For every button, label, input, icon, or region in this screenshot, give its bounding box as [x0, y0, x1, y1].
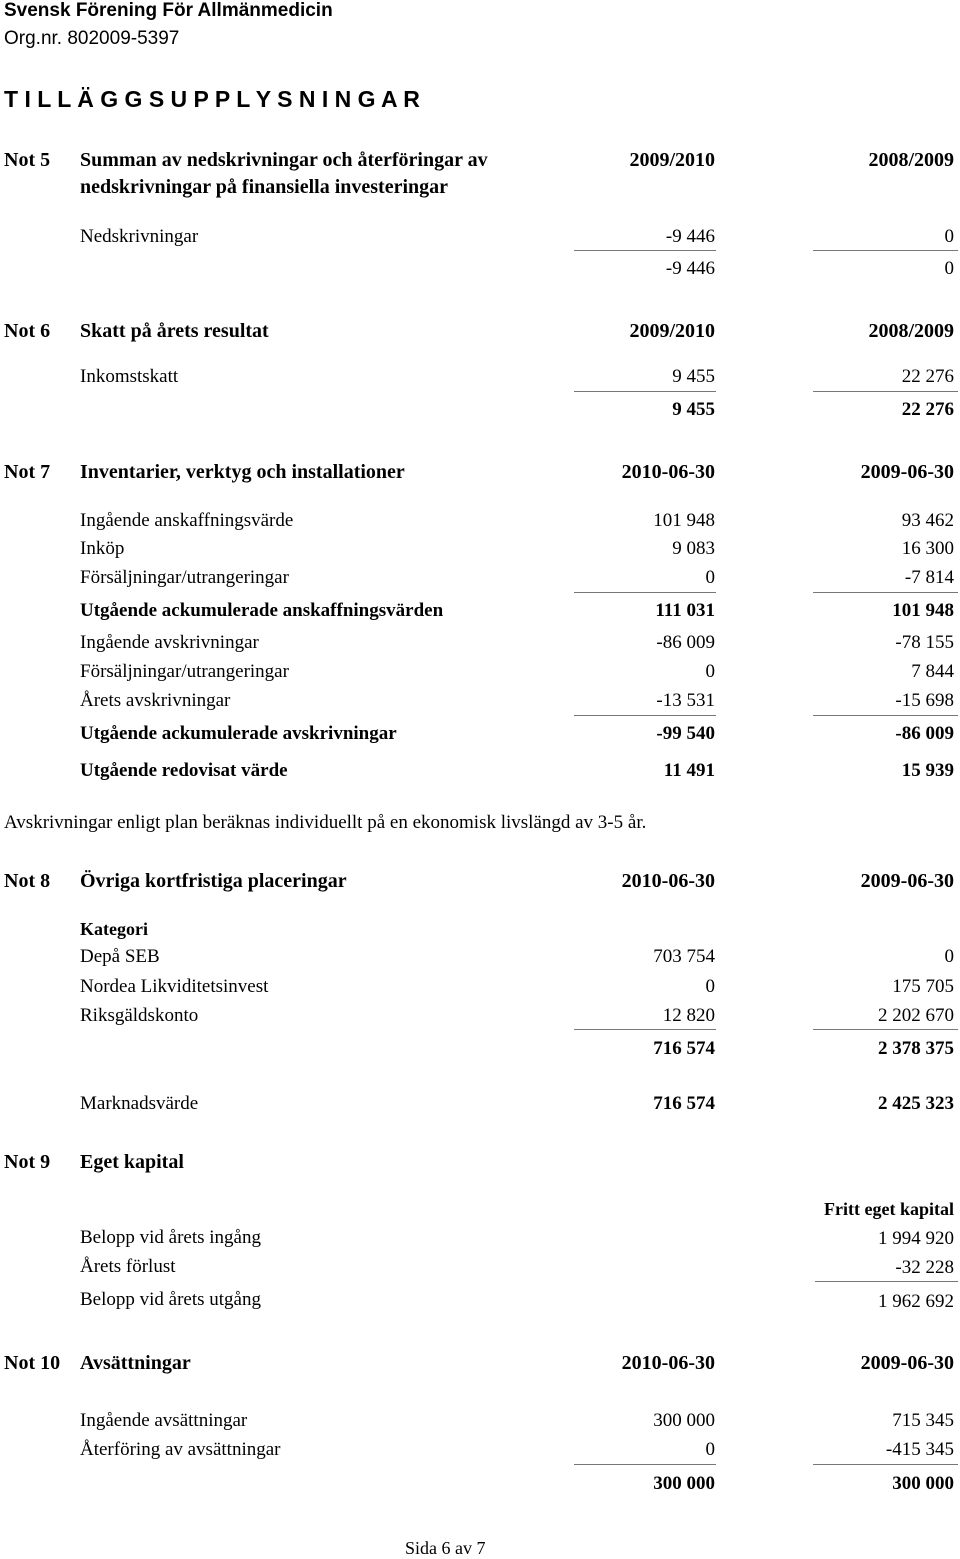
table-cell: 101 948 [892, 600, 954, 621]
table-row-label: Årets förlust [80, 1256, 176, 1277]
table-row-label: Nordea Likviditetsinvest [80, 976, 269, 997]
note-9-col-header: Fritt eget kapital [824, 1199, 954, 1219]
table-cell: 175 705 [892, 976, 954, 997]
table-row-label: Försäljningar/utrangeringar [80, 567, 289, 588]
rule [574, 391, 716, 392]
table-row-label: Ingående avskrivningar [80, 632, 259, 653]
table-row-label: Ingående anskaffningsvärde [80, 510, 294, 531]
table-cell: 9 083 [672, 538, 715, 559]
table-row-label: Belopp vid årets ingång [80, 1227, 261, 1248]
note-7-depreciation-text: Avskrivningar enligt plan beräknas individuellt på en ekonomisk livslängd av 3-5 år. [4, 812, 647, 833]
rule [813, 391, 958, 392]
table-cell: 1 994 920 [878, 1228, 954, 1249]
note-5-title-line2: nedskrivningar på finansiella investeringar [80, 176, 449, 198]
rule [813, 715, 958, 716]
table-cell: 703 754 [653, 946, 715, 967]
note-5-col2-header: 2008/2009 [868, 149, 954, 171]
rule [574, 250, 716, 251]
note-6-total-col2: 22 276 [901, 399, 954, 420]
table-cell: 0 [705, 1439, 715, 1460]
table-row-label: Nedskrivningar [80, 226, 199, 247]
note-5-col1-header: 2009/2010 [629, 149, 715, 171]
table-row-label: Utgående ackumulerade avskrivningar [80, 723, 397, 744]
table-cell: 12 820 [662, 1005, 715, 1026]
table-row-label: Utgående redovisat värde [80, 760, 288, 781]
table-cell: -86 009 [895, 723, 954, 744]
rule [574, 1464, 716, 1465]
table-cell: 2 202 670 [878, 1005, 954, 1026]
table-row-label: Utgående ackumulerade anskaffningsvärden [80, 600, 444, 621]
table-row-label: Inkomstskatt [80, 366, 179, 387]
table-row-label: Inköp [80, 538, 125, 559]
note-6-total-col1: 9 455 [672, 399, 715, 420]
rule [574, 1029, 716, 1030]
table-cell: 111 031 [655, 600, 715, 621]
table-cell: -15 698 [895, 690, 954, 711]
note-10-total-col2: 300 000 [892, 1473, 954, 1494]
table-cell: -7 814 [904, 567, 954, 588]
table-row-label: Återföring av avsättningar [80, 1439, 281, 1460]
note-6-label: Not 6 [4, 320, 51, 342]
note-8-market-col1: 716 574 [653, 1093, 715, 1114]
table-cell: 93 462 [901, 510, 954, 531]
table-row-label: Depå SEB [80, 946, 160, 967]
table-cell: 0 [944, 226, 954, 247]
table-cell: -78 155 [895, 632, 954, 653]
rule [813, 592, 958, 593]
table-cell: 9 455 [672, 366, 715, 387]
table-cell: 0 [705, 976, 715, 997]
table-cell: 16 300 [901, 538, 954, 559]
page-title: T I L L Ä G G S U P P L Y S N I N G A R [4, 86, 420, 112]
table-cell: -9 446 [665, 226, 715, 247]
note-5-total-col2: 0 [944, 258, 954, 279]
table-cell: -13 531 [656, 690, 715, 711]
table-cell: 0 [944, 946, 954, 967]
table-cell: 11 491 [663, 760, 715, 781]
table-row-label: Belopp vid årets utgång [80, 1289, 261, 1310]
table-cell: -415 345 [885, 1439, 954, 1460]
note-6-title: Skatt på årets resultat [80, 320, 269, 342]
rule [574, 715, 716, 716]
table-row-label: Försäljningar/utrangeringar [80, 661, 289, 682]
org-name: Svensk Förening För Allmänmedicin [4, 0, 333, 21]
rule [813, 1029, 958, 1030]
note-7-col2-header: 2009-06-30 [860, 461, 954, 483]
note-8-label: Not 8 [4, 870, 51, 892]
note-9-title: Eget kapital [80, 1151, 184, 1173]
note-5-label: Not 5 [4, 149, 51, 171]
table-cell: 715 345 [892, 1410, 954, 1431]
note-10-label: Not 10 [4, 1352, 61, 1374]
table-cell: 101 948 [653, 510, 715, 531]
table-cell: 7 844 [911, 661, 954, 682]
table-cell: 1 962 692 [878, 1291, 954, 1312]
note-6-col2-header: 2008/2009 [868, 320, 954, 342]
note-8-market-label: Marknadsvärde [80, 1093, 199, 1114]
note-5-title-line1: Summan av nedskrivningar och återföringar av [80, 149, 488, 171]
table-row-label: Riksgäldskonto [80, 1005, 199, 1026]
note-8-category-heading: Kategori [80, 919, 148, 939]
org-number: Org.nr. 802009-5397 [4, 28, 180, 49]
note-7-label: Not 7 [4, 461, 51, 483]
rule [574, 592, 716, 593]
table-row-label: Årets avskrivningar [80, 690, 231, 711]
table-cell: 0 [705, 661, 715, 682]
note-10-title: Avsättningar [80, 1352, 191, 1374]
rule [813, 250, 958, 251]
table-row-label: Ingående avsättningar [80, 1410, 248, 1431]
note-8-title: Övriga kortfristiga placeringar [80, 870, 347, 892]
note-6-col1-header: 2009/2010 [629, 320, 715, 342]
rule [815, 1281, 958, 1282]
table-cell: 22 276 [901, 366, 954, 387]
rule [813, 1464, 958, 1465]
table-cell: -99 540 [656, 723, 715, 744]
note-10-col1-header: 2010-06-30 [621, 1352, 715, 1374]
table-cell: -32 228 [895, 1257, 954, 1278]
note-10-col2-header: 2009-06-30 [860, 1352, 954, 1374]
note-5-total-col1: -9 446 [665, 258, 715, 279]
page-number: Sida 6 av 7 [405, 1538, 486, 1558]
note-8-col1-header: 2010-06-30 [621, 870, 715, 892]
note-9-label: Not 9 [4, 1151, 51, 1173]
table-cell: -86 009 [656, 632, 715, 653]
note-8-col2-header: 2009-06-30 [860, 870, 954, 892]
table-cell: 15 939 [901, 760, 954, 781]
table-cell: 0 [705, 567, 715, 588]
note-8-total-col1: 716 574 [653, 1038, 715, 1059]
table-cell: 300 000 [653, 1410, 715, 1431]
note-7-col1-header: 2010-06-30 [621, 461, 715, 483]
note-10-total-col1: 300 000 [653, 1473, 715, 1494]
note-7-title: Inventarier, verktyg och installationer [80, 461, 405, 483]
note-8-total-col2: 2 378 375 [878, 1038, 954, 1059]
note-8-market-col2: 2 425 323 [878, 1093, 954, 1114]
